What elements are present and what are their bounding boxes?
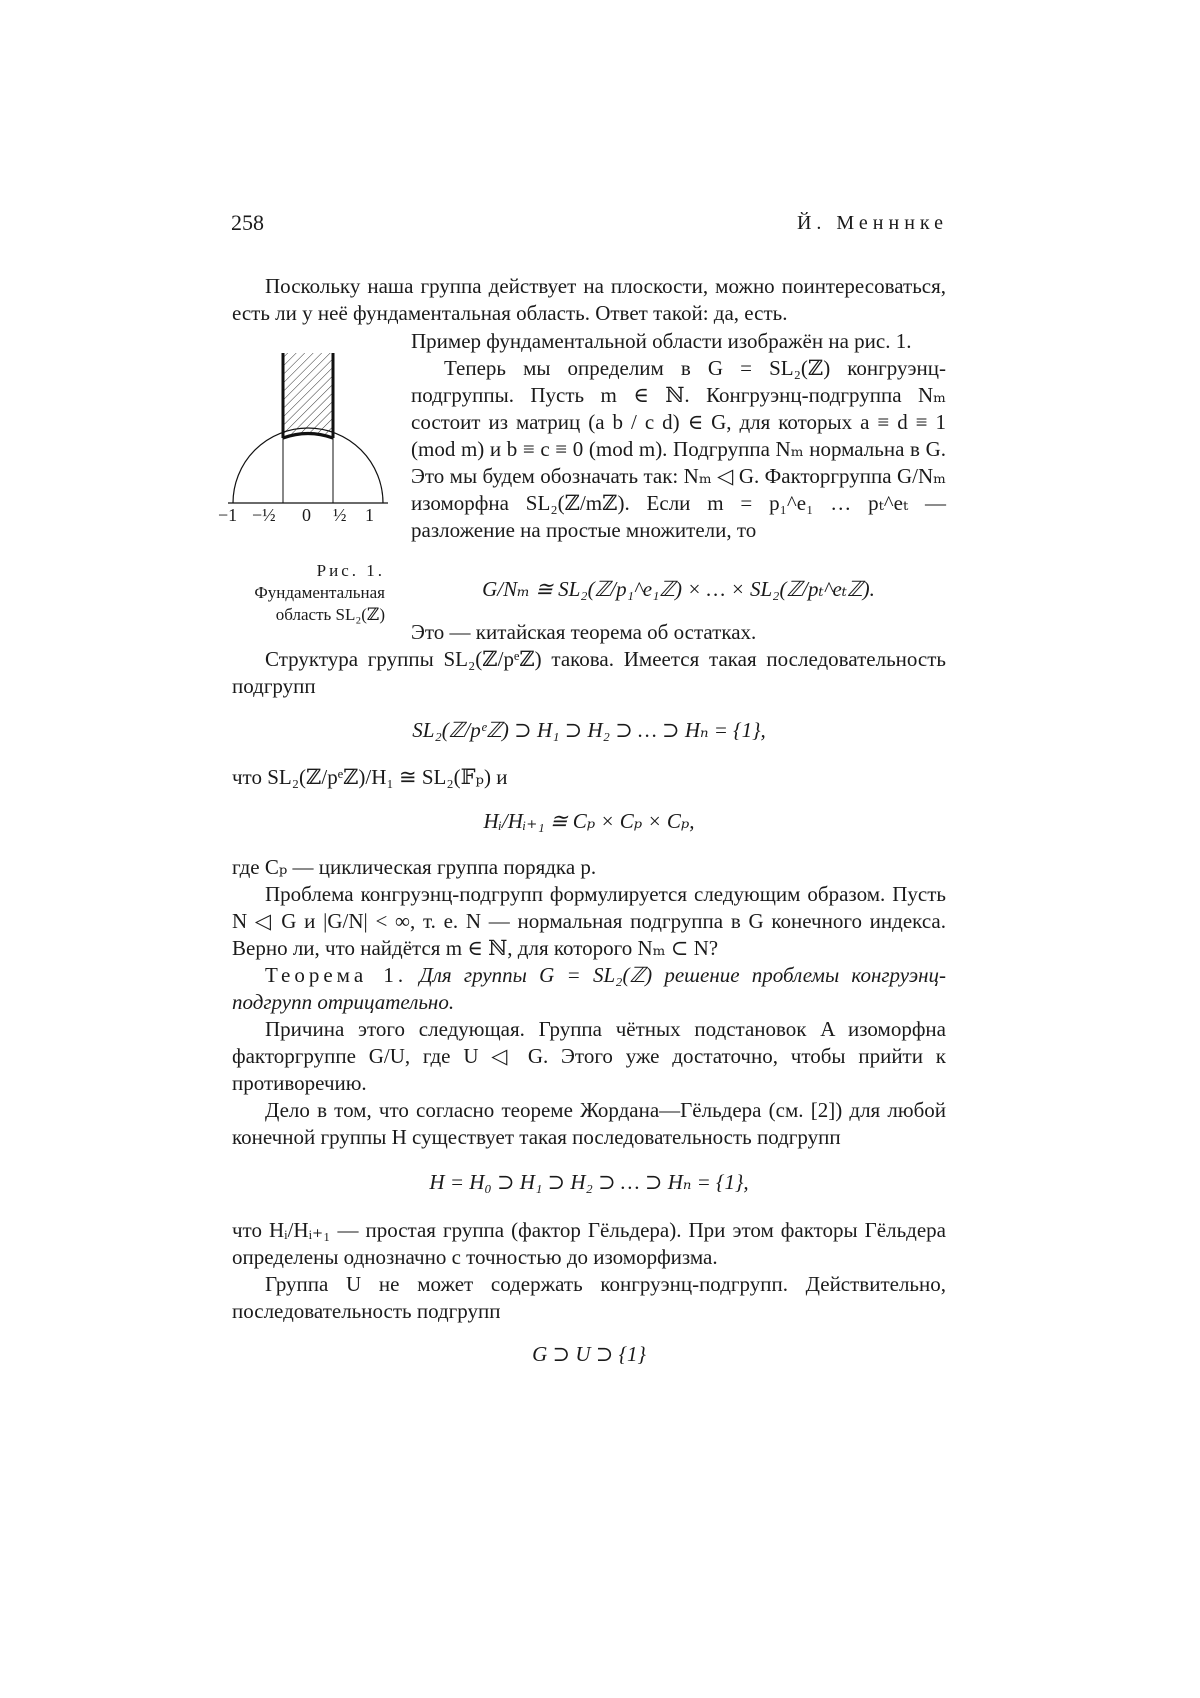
tick-label-one: 1 xyxy=(365,505,374,525)
paragraph-5: Структура группы SL₂(ℤ/pᵉℤ) такова. Имеется такая последовательность подгрупп xyxy=(232,647,946,698)
paragraph-9: Причина этого следующая. Группа чётных подстановок A изоморфна факторгруппе G/U, где U ◁ G. Этого уже достаточно, чтобы прийти к противоречию. xyxy=(232,1017,946,1095)
equation-1: G/Nₘ ≅ SL₂(ℤ/p₁^e₁ℤ) × … × SL₂(ℤ/pₜ^eₜℤ). xyxy=(482,577,875,601)
paragraph-12: Группа U не может содержать конгруэнц-подгрупп. Действительно, последовательность подгрупп xyxy=(232,1272,946,1323)
theorem-1 xyxy=(232,962,946,1016)
fundamental-arc xyxy=(283,434,333,439)
paragraph-10: Дело в том, что согласно теореме Жордана—Гёльдера (см. [2]) для любой конечной группы H существует такая последовательность подгрупп xyxy=(232,1098,946,1149)
equation-3: Hᵢ/Hᵢ₊₁ ≅ Cₚ × Cₚ × Cₚ, xyxy=(483,809,695,833)
paragraph-7: где Cₚ — циклическая группа порядка p. xyxy=(232,855,597,879)
unit-semicircle xyxy=(233,428,383,503)
hatched-region xyxy=(283,353,333,438)
tick-label-minus-half: −½ xyxy=(252,505,276,525)
paragraph-11: что Hᵢ/Hᵢ₊₁ — простая группа (фактор Гёльдера). При этом факторы Гёльдера определены однозначно с точностью до изоморфизма. xyxy=(232,1218,946,1269)
tick-label-minus-one: −1 xyxy=(218,505,238,525)
theorem-statement: Для группы G = SL₂(ℤ) решение проблемы конгруэнц-подгрупп отрицательно. xyxy=(232,963,946,1014)
paragraph-4: Это — китайская теорема об остатках. xyxy=(411,620,757,644)
equation-5: G ⊃ U ⊃ {1} xyxy=(532,1342,646,1366)
figure-caption-line-1: Фундаментальная xyxy=(254,583,385,602)
paragraph-6: что SL₂(ℤ/pᵉℤ)/H₁ ≅ SL₂(𝔽ₚ) и xyxy=(232,765,508,789)
figure-caption xyxy=(230,560,385,626)
paragraph-8: Проблема конгруэнц-подгрупп формулируется следующим образом. Пусть N ◁ G и |G/N| < ∞, т. е. N — нормальная подгруппа в G конечного индекса. Верно ли, что найдётся m ∈ ℕ, для которого Nₘ ⊂ N? xyxy=(232,882,946,960)
tick-label-zero: 0 xyxy=(302,505,311,525)
paragraph-1: Поскольку наша группа действует на плоскости, можно поинтересоваться, есть ли у неё фундаментальная область. Ответ такой: да, есть. xyxy=(232,274,946,325)
tick-label-half: ½ xyxy=(333,505,347,525)
figure-caption-label: Рис. 1. xyxy=(316,561,385,580)
page-number: 258 xyxy=(231,210,264,235)
equation-2: SL₂(ℤ/pᵉℤ) ⊃ H₁ ⊃ H₂ ⊃ … ⊃ Hₙ = {1}, xyxy=(412,718,766,742)
running-head-author: Й. Менннке xyxy=(796,212,948,234)
paragraph-3: Теперь мы определим в G = SL₂(ℤ) конгруэнц-подгруппы. Пусть m ∈ ℕ. Конгруэнц-подгруппа Nₘ состоит из матриц (a b / c d) ∈ G, для которых a ≡ d ≡ 1 (mod m) и b ≡ c ≡ 0 (mod m). Подгруппа Nₘ нормальна в G. Это мы будем обозначать так: Nₘ ◁ G. Факторгруппа G/Nₘ изоморфна SL₂(ℤ/mℤ). Если m = p₁^e₁ … pₜ^eₜ — разложение на простые множители, то xyxy=(411,356,946,542)
equation-4: H = H₀ ⊃ H₁ ⊃ H₂ ⊃ … ⊃ Hₙ = {1}, xyxy=(429,1170,749,1194)
theorem-label: Теорема 1. xyxy=(265,963,408,987)
paragraph-2: Пример фундаментальной области изображён на рис. 1. xyxy=(411,329,912,353)
figure-caption-line-2: область SL₂(ℤ) xyxy=(275,605,385,624)
